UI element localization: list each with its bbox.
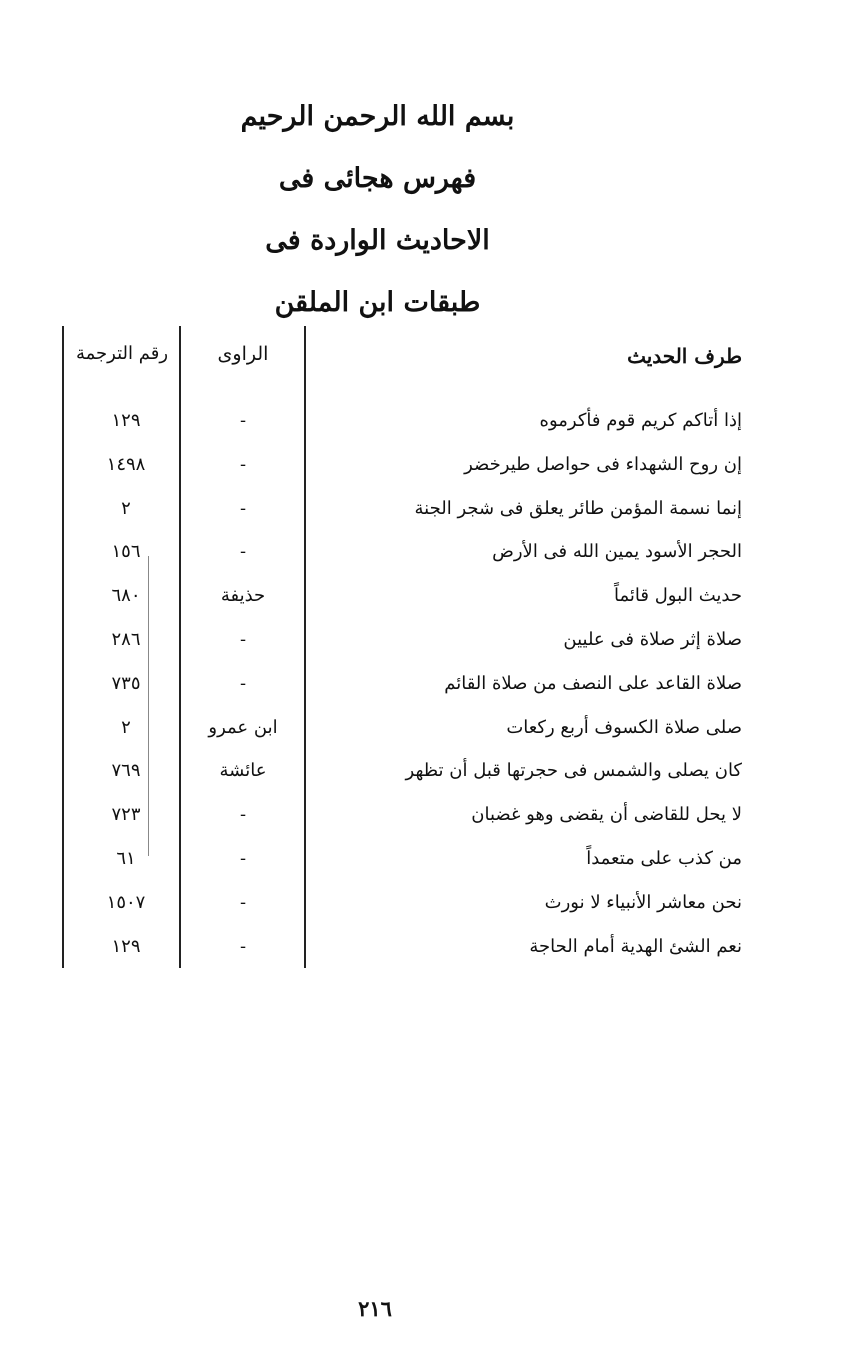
entry-number: ٦٨٠ [111, 585, 141, 607]
narrator: - [239, 410, 247, 431]
title-block [0, 86, 755, 334]
index-title-line-3: طبقات ابن الملقن [274, 287, 481, 318]
entry-number: ٢٨٦ [111, 628, 141, 650]
hadith-text: إن روح الشهداء فى حواصل طيرخضر [464, 453, 742, 475]
entry-number: ٧٦٩ [111, 760, 141, 782]
hadith-index-table [62, 326, 762, 968]
hadith-text: نعم الشئ الهدية أمام الحاجة [529, 935, 742, 957]
table-row [62, 574, 762, 618]
table-row [62, 793, 762, 837]
narrator: - [239, 804, 247, 826]
narrator: - [239, 453, 247, 475]
narrator: - [239, 497, 247, 519]
table-row [62, 487, 762, 531]
entry-number: ١٢٩ [111, 935, 141, 957]
narrator: - [239, 847, 247, 869]
table-row [62, 925, 762, 969]
narrator: ابن عمرو [208, 716, 278, 738]
table-row [62, 837, 762, 881]
narrator: - [239, 541, 247, 563]
column-header-rawi: الراوى [217, 343, 269, 365]
table-row [62, 530, 762, 574]
hadith-text: صلاة إثر صلاة فى عليين [563, 628, 742, 650]
hadith-text: صلى صلاة الكسوف أربع ركعات [506, 716, 742, 738]
column-header-hadith: طرف الحديث [627, 344, 742, 368]
entry-number: ٦١ [116, 847, 136, 869]
hadith-text: نحن معاشر الأنبياء لا نورث [544, 891, 742, 913]
hadith-text: كان يصلى والشمس فى حجرتها قبل أن تظهر [405, 760, 742, 782]
entry-number: ١٢٩ [111, 410, 141, 431]
table-row [62, 443, 762, 487]
index-title-line-2: الاحاديث الواردة فى [265, 225, 490, 256]
table-row [62, 749, 762, 793]
narrator: - [239, 935, 247, 957]
narrator: حذيفة [220, 585, 266, 607]
narrator: عائشة [219, 760, 267, 782]
table-row [62, 662, 762, 706]
narrator: - [239, 628, 247, 650]
hadith-text: إنما نسمة المؤمن طائر يعلق فى شجر الجنة [414, 497, 742, 519]
table-row [62, 706, 762, 750]
hadith-text: صلاة القاعد على النصف من صلاة القائم [444, 672, 742, 694]
entry-number: ٢ [121, 497, 131, 519]
narrator: - [239, 672, 247, 694]
hadith-text: الحجر الأسود يمين الله فى الأرض [492, 541, 742, 563]
table-row [62, 881, 762, 925]
hadith-text: من كذب على متعمداً [586, 847, 742, 869]
entry-number: ١٤٩٨ [106, 453, 146, 475]
hadith-text: إذا أتاكم كريم قوم فأكرموه [539, 410, 742, 431]
table-row [62, 618, 762, 662]
entry-number: ١٥٦ [111, 541, 141, 563]
hadith-text: لا يحل للقاضى أن يقضى وهو غضبان [471, 804, 742, 826]
entry-number: ١٥٠٧ [106, 891, 146, 913]
narrator: - [239, 891, 247, 913]
basmala: بسم الله الرحمن الرحيم [240, 101, 515, 132]
hadith-text: حديث البول قائماً [614, 585, 742, 607]
column-header-number: رقم الترجمة [75, 343, 169, 364]
entry-number: ٧٢٣ [111, 804, 141, 826]
table-row [62, 399, 762, 443]
index-title-line-1: فهرس هجائى فى [278, 163, 477, 194]
table-body [62, 399, 762, 968]
page-number: ٢١٦ [358, 1296, 392, 1321]
entry-number: ٢ [121, 716, 131, 738]
entry-number: ٧٣٥ [111, 672, 141, 694]
